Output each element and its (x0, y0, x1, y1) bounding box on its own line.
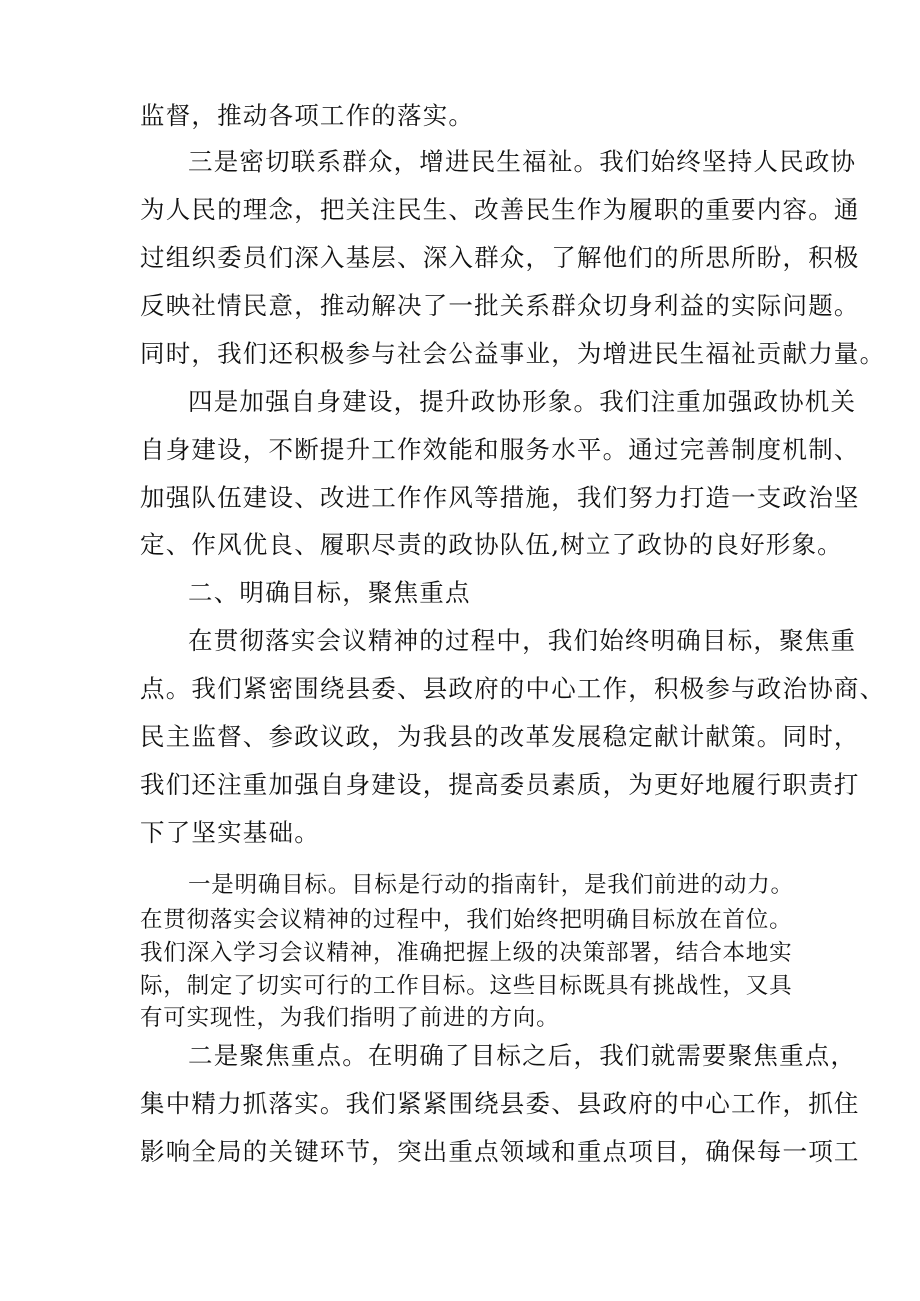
text-line-22: 二是聚焦重点。在明确了目标之后，我们就需要聚焦重点， (188, 1041, 857, 1070)
text-line-13: 点。我们紧密围绕县委、县政府的中心工作，积极参与政治协商、 (140, 674, 886, 703)
text-line-24: 影响全局的关键环节，突出重点领域和重点项目，确保每一项工 (140, 1137, 860, 1166)
text-line-10: 定、作风优良、履职尽责的政协队伍,树立了政协的良好形象。 (140, 530, 843, 559)
text-line-15: 我们还注重加强自身建设，提高委员素质，为更好地履行职责打 (140, 770, 860, 799)
text-line-18: 在贯彻落实会议精神的过程中，我们始终把明确目标放在首位。 (140, 907, 793, 933)
text-line-23: 集中精力抓落实。我们紧紧围绕县委、县政府的中心工作，抓住 (140, 1089, 860, 1118)
text-line-5: 反映社情民意，推动解决了一批关系群众切身利益的实际问题。 (140, 291, 860, 320)
text-line-20: 际，制定了切实可行的工作目标。这些目标既具有挑战性，又具 (140, 973, 793, 999)
text-line-4: 过组织委员们深入基层、深入群众，了解他们的所思所盼，积极 (140, 243, 860, 272)
text-line-6: 同时，我们还积极参与社会公益事业，为增进民生福祉贡献力量。 (140, 339, 886, 368)
text-line-8: 自身建设，不断提升工作效能和服务水平。通过完善制度机制、 (140, 435, 860, 464)
section-heading: 二、明确目标，聚焦重点 (188, 578, 471, 607)
text-line-7: 四是加强自身建设，提升政协形象。我们注重加强政协机关 (188, 387, 857, 416)
text-line-12: 在贯彻落实会议精神的过程中，我们始终明确目标，聚焦重 (188, 626, 857, 655)
text-line-16: 下了坚实基础。 (140, 818, 320, 847)
text-line-2: 三是密切联系群众，增进民生福祉。我们始终坚持人民政协 (188, 147, 857, 176)
text-line-17: 一是明确目标。目标是行动的指南针，是我们前进的动力。 (188, 872, 794, 898)
text-line-9: 加强队伍建设、改进工作作风等措施，我们努力打造一支政治坚 (140, 483, 860, 512)
text-line-14: 民主监督、参政议政，为我县的改革发展稳定献计献策。同时， (140, 722, 860, 751)
text-line-3: 为人民的理念，把关注民生、改善民生作为履职的重要内容。通 (140, 195, 860, 224)
text-line-21: 有可实现性，为我们指明了前进的方向。 (140, 1005, 560, 1031)
text-line-19: 我们深入学习会议精神，准确把握上级的决策部署，结合本地实 (140, 940, 793, 966)
text-line-1: 监督，推动各项工作的落实。 (140, 101, 475, 130)
